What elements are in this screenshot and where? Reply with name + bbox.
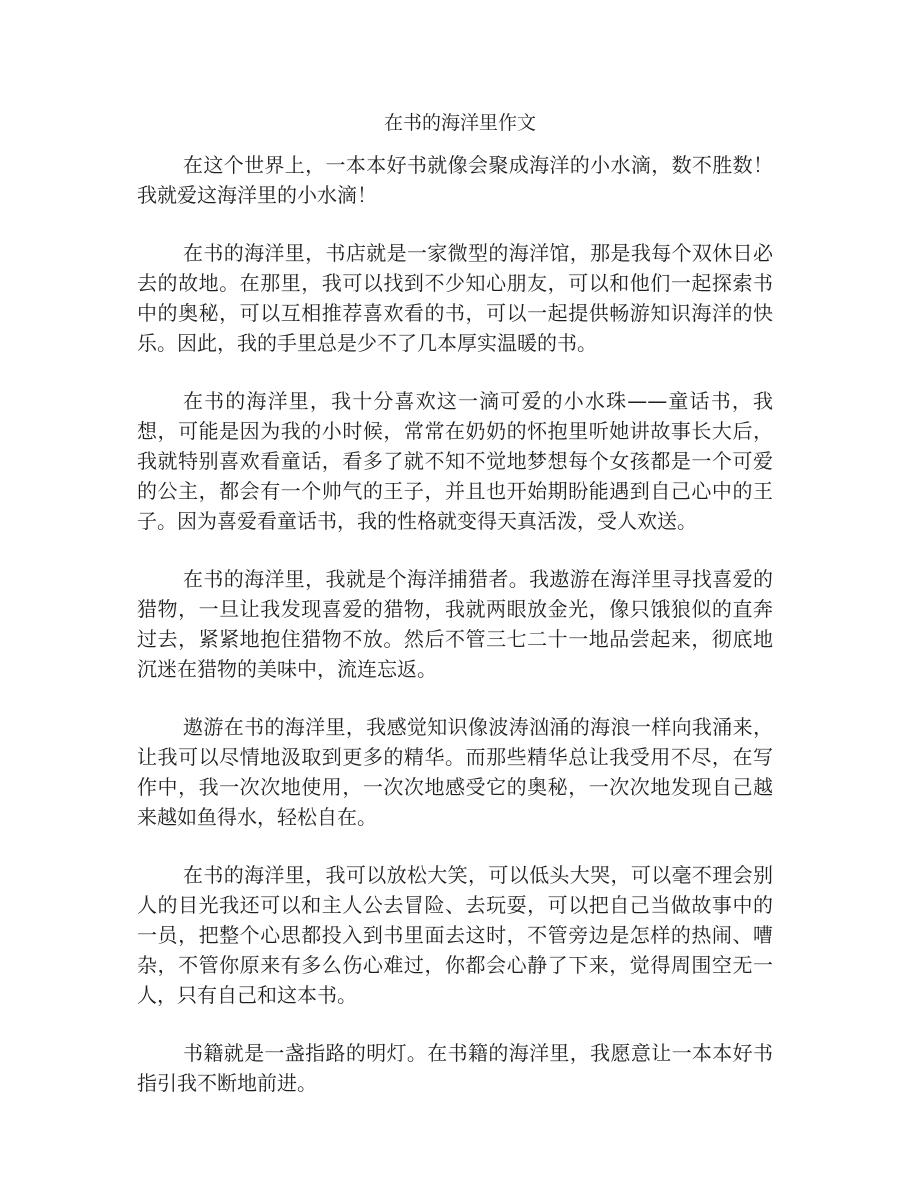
paragraph-6: 在书的海洋里，我可以放松大笑，可以低头大哭，可以毫不理会别人的目光我还可以和主人公去冒险、去玩耍，可以把自己当做故事中的一员，把整个心思都投入到书里面去这时，不管旁边是怎样的热闹、嘈杂，不管你原来有多么伤心难过，你都会心静了下来，觉得周围空无一人，只有自己和这本书。: [137, 863, 773, 1007]
document-body: [137, 150, 773, 1126]
paragraph-3: 在书的海洋里，我十分喜欢这一滴可爱的小水珠——童话书，我想，可能是因为我的小时候，常常在奶奶的怀抱里听她讲故事长大后，我就特别喜欢看童话，看多了就不知不觉地梦想每个女孩都是一个可爱的公主，都会有一个帅气的王子，并且也开始期盼能遇到自己心中的王子。因为喜爱看童话书，我的性格就变得天真活泼，受人欢送。: [137, 389, 773, 533]
paragraph-4: 在书的海洋里，我就是个海洋捕猎者。我遨游在海洋里寻找喜爱的猎物，一旦让我发现喜爱的猎物，我就两眼放金光，像只饿狼似的直奔过去，紧紧地抱住猎物不放。然后不管三七二十一地品尝起来，彻底地沉迷在猎物的美味中，流连忘返。: [137, 567, 773, 681]
paragraph-1: 在这个世界上，一本本好书就像会聚成海洋的小水滴，数不胜数！我就爱这海洋里的小水滴！: [137, 153, 773, 207]
document-title: 在书的海洋里作文: [383, 112, 536, 134]
paragraph-2: 在书的海洋里，书店就是一家微型的海洋馆，那是我每个双休日必去的故地。在那里，我可以找到不少知心朋友，可以和他们一起探索书中的奥秘，可以互相推荐喜欢看的书，可以一起提供畅游知识海洋的快乐。因此，我的手里总是少不了几本厚实温暖的书。: [137, 241, 773, 355]
paragraph-7: 书籍就是一盏指路的明灯。在书籍的海洋里，我愿意让一本本好书指引我不断地前进。: [137, 1041, 773, 1095]
paragraph-5: 遨游在书的海洋里，我感觉知识像波涛汹涌的海浪一样向我涌来，让我可以尽情地汲取到更多的精华。而那些精华总让我受用不尽，在写作中，我一次次地使用，一次次地感受它的奥秘，一次次地发现自己越来越如鱼得水，轻松自在。: [137, 715, 773, 829]
